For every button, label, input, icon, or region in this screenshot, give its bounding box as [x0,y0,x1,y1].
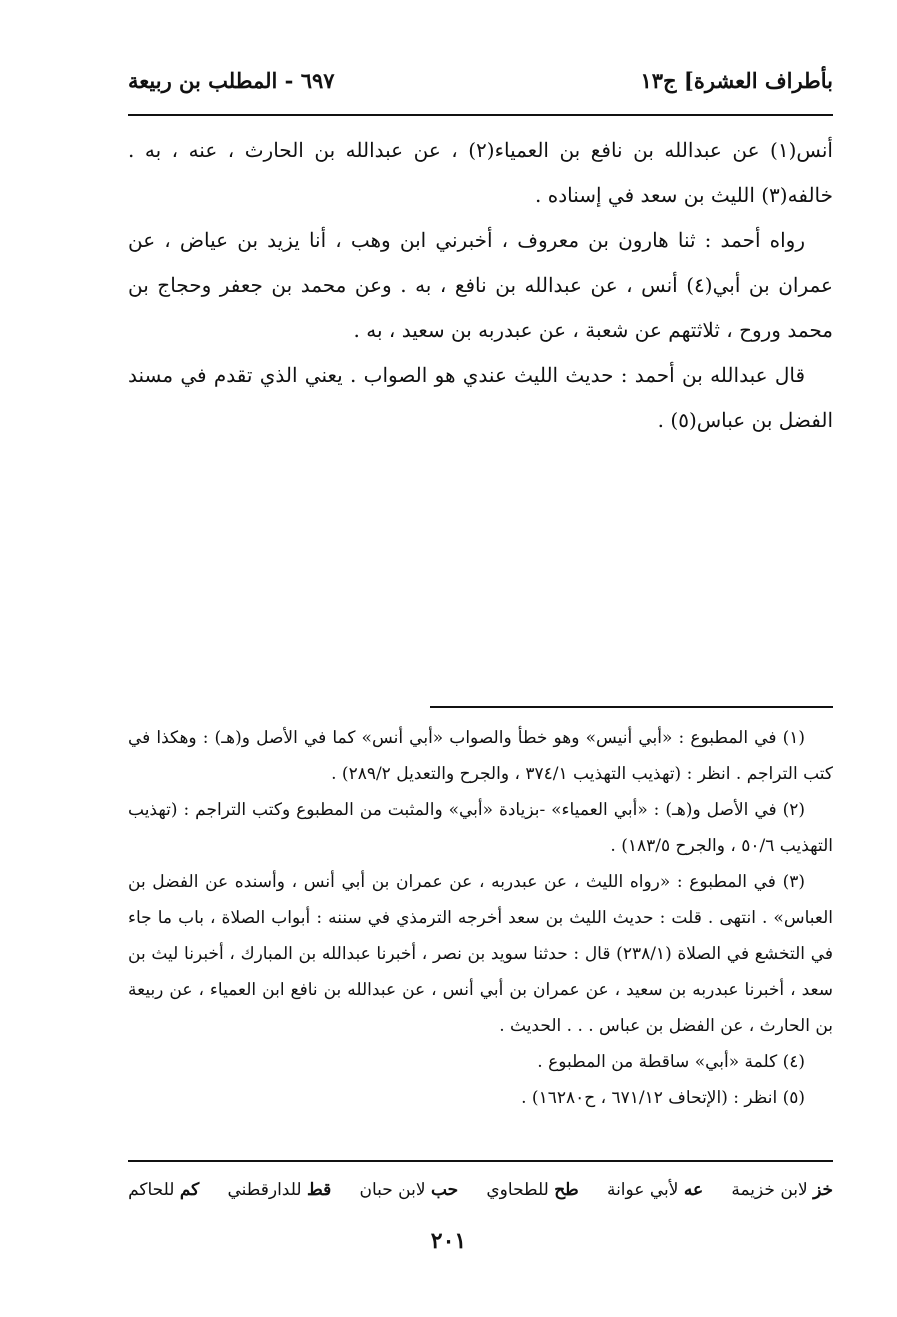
abbreviation-item [607,1180,703,1200]
abbreviation-code: عه [683,1180,704,1200]
abbreviation-item [731,1180,833,1200]
abbreviation-name: لابن حبان [359,1180,426,1200]
abbreviation-code: خز [813,1180,833,1200]
abbreviation-code: قط [306,1180,332,1200]
abbreviation-item [128,1180,199,1200]
footnote: (٤) كلمة «أبي» ساقطة من المطبوع . [537,1052,805,1072]
footnote: (١) في المطبوع : «أبي أنيس» وهو خطأ والصواب «أبي أنس» كما في الأصل و(هـ) : وهكذا في كتب التراجم . انظر : (تهذيب التهذيب ٣٧٤/١ ، والجرح والتعديل ٢٨٩/٢) . [128,728,833,784]
footnote: (٢) في الأصل و(هـ) : «أبي العمياء» -بزيادة «أبي» والمثبت من المطبوع وكتب التراجم : (تهذيب التهذيب ٥٠/٦ ، والجرح ١٨٣/٥) . [128,800,833,856]
footnote: (٣) في المطبوع : «رواه الليث ، عن عبدربه ، عن عمران بن أبي أنس ، وأسنده عن الفضل بن العباس» . انتهى . قلت : حديث الليث بن سعد أخرجه الترمذي في سننه : أبواب الصلاة ، باب ما جاء في التخشع في الصلاة (٢٣٨/١) قال : حدثنا سويد بن نصر ، أخبرنا عبدالله بن المبارك ، أخبرنا ليث بن سعد ، أخبرنا عبدربه بن سعيد ، عن عمران بن أبي أنس ، عن عبدالله بن نافع ابن العمياء ، عن ربيعة بن الحارث ، عن الفضل بن عباس . . . الحديث . [128,872,833,1036]
abbreviation-item [228,1180,332,1200]
main-paragraph: أنس(١) عن عبدالله بن نافع بن العمياء(٢) ، عن عبدالله بن الحارث ، عنه ، به . خالفه(٣) الليث بن سعد في إسناده . [128,138,833,207]
abbreviation-code: طح [554,1180,579,1200]
abbreviation-name: للطحاوي [486,1180,549,1200]
page-number: ٢٠١ [430,1228,467,1254]
abbreviation-code: كم [179,1180,200,1200]
header-divider [128,114,833,116]
abbreviation-item [359,1180,458,1200]
footnote: (٥) انظر : (الإتحاف ٦٧١/١٢ ، ح١٦٢٨٠) . [521,1088,805,1108]
main-paragraph: رواه أحمد : ثنا هارون بن معروف ، أخبرني ابن وهب ، أنا يزيد بن عياض ، عن عمران بن أبي(٤) أنس ، عن عبدالله بن نافع ، به . وعن محمد بن جعفر وحجاج بن محمد وروح ، ثلاثتهم عن شعبة ، عن عبدربه بن سعيد ، به . [128,228,833,342]
header-book-title: بأطراف العشرة] ج١٣ [640,67,833,93]
footnote-divider [430,706,833,708]
abbreviation-name: لابن خزيمة [731,1180,808,1200]
header-chapter-title: ٦٩٧ - المطلب بن ربيعة [128,67,335,93]
abbreviation-code: حب [430,1180,459,1200]
abbreviation-name: لأبي عوانة [606,1180,679,1200]
footnotes [128,720,833,1116]
abbreviation-name: للدارقطني [227,1180,302,1200]
abbreviations-divider [128,1160,833,1162]
abbreviation-name: للحاكم [128,1180,175,1200]
abbreviations-legend [128,1170,833,1210]
abbreviation-item [486,1180,578,1200]
main-paragraph: قال عبدالله بن أحمد : حديث الليث عندي هو الصواب . يعني الذي تقدم في مسند الفضل بن عباس(٥) . [128,363,833,432]
running-header [128,62,833,98]
main-text [128,128,833,443]
